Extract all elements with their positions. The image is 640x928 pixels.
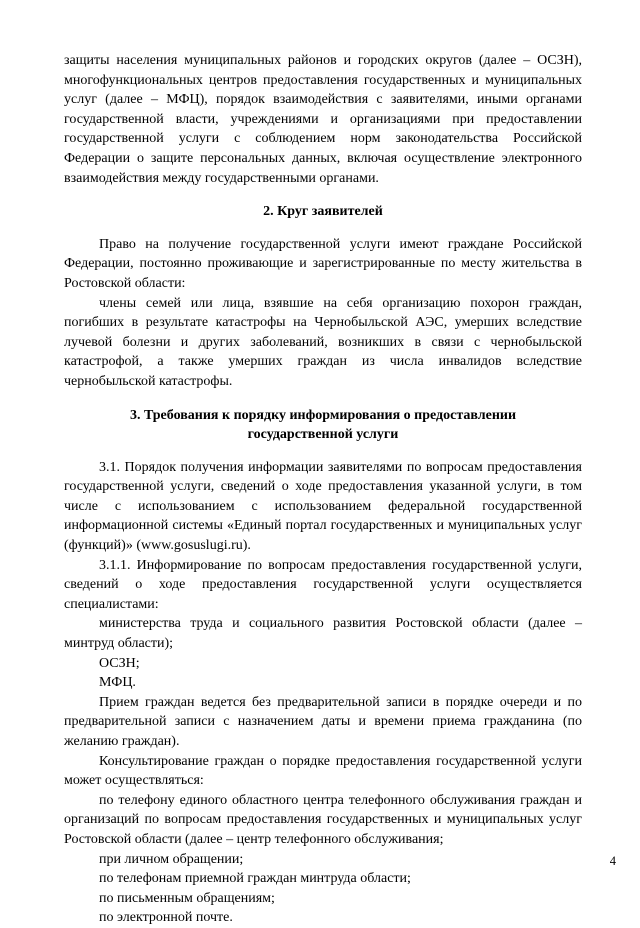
list-item-oszn: ОСЗН; — [99, 655, 140, 671]
section-3-paragraph-3-1-1: 3.1.1. Информирование по вопросам предоставления государственной услуги, сведений о ходе предоставления государственной услуги осуществляется специалистами: — [64, 557, 582, 612]
list-item-phone-center: по телефону единого областного центра телефонного обслуживания граждан и организаций по вопросам предоставления государственных и муниципальных услуг Ростовской области (далее – центр телефонного обслуживания; — [64, 792, 582, 847]
section-3-heading-line-2: государственной услуги — [247, 427, 399, 443]
page-number: 4 — [609, 854, 616, 868]
list-item-mfc: МФЦ. — [99, 675, 136, 691]
list-item-written: по письменным обращениям; — [99, 890, 275, 906]
document-body — [64, 51, 582, 928]
paragraph-consulting: Консультирование граждан о порядке предоставления государственной услуги может осуществляться: — [64, 753, 582, 789]
list-item-email: по электронной почте. — [99, 910, 233, 926]
section-2-paragraph-1: Право на получение государственной услуги имеют граждане Российской Федерации, постоянно проживающие и зарегистрированные по месту жительства в Ростовской области: — [64, 236, 582, 291]
paragraph-reception: Прием граждан ведется без предварительной записи в порядке очереди и по предварительной записи с назначением даты и времени приема гражданина (по желанию граждан). — [64, 694, 582, 749]
section-2-paragraph-2: члены семей или лица, взявшие на себя организацию похорон граждан, погибших в результате катастрофы на Чернобыльской АЭС, умерших вследствие лучевой болезни и других заболеваний, возникших в связи с чернобыльской катастрофой, а также умерших граждан из числа инвалидов вследствие чернобыльской катастрофы. — [64, 295, 582, 389]
section-2-heading: 2. Круг заявителей — [263, 204, 383, 220]
list-item-mintrud: министерства труда и социального развития Ростовской области (далее – минтруд области); — [64, 616, 582, 652]
list-item-personal: при личном обращении; — [99, 851, 244, 867]
section-3-heading — [64, 392, 582, 458]
section-3-paragraph-3-1: 3.1. Порядок получения информации заявителями по вопросам предоставления государственной услуги, сведений о ходе предоставления указанной услуги, в том числе с использованием с использованием федеральной государственной информационной системы «Единый портал государственных и муниципальных услуг (функций)» (www.gosuslugi.ru). — [64, 459, 582, 554]
paragraph-intro: защиты населения муниципальных районов и городских округов (далее – ОСЗН), многофункциональных центров предоставления государственных и муниципальных услуг (далее – МФЦ), порядок взаимодействия с заявителями, иными органами государственной власти, учреждениями и организациями при предоставлении государственной услуги с соблюдением норм законодательства Российской Федерации о защите персональных данных, включая осуществление электронного взаимодействия между государственными органами. — [64, 53, 582, 186]
list-item-phone-reception: по телефонам приемной граждан минтруда области; — [99, 871, 411, 887]
section-3-heading-line-1: 3. Требования к порядку информирования о предоставлении — [129, 407, 517, 423]
